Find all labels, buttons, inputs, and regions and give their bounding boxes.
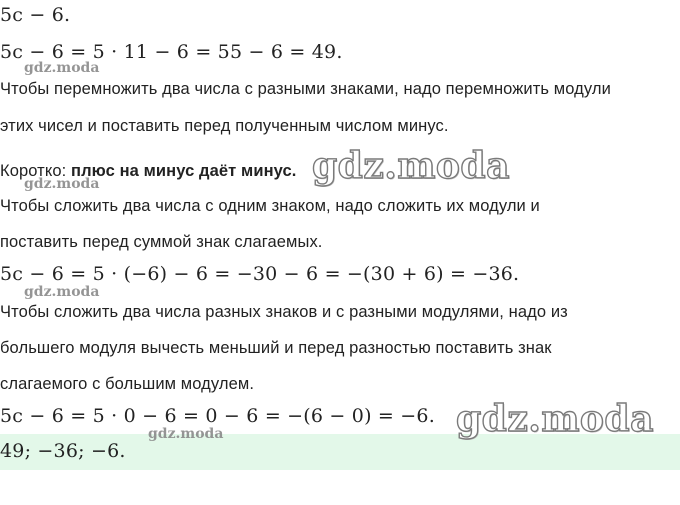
- rule-text-line: этих чисел и поставить перед полученным числом минус.: [0, 117, 449, 135]
- short-rule-bold: плюс на минус даёт минус.: [71, 162, 297, 180]
- watermark-large: gdz.moda: [456, 398, 654, 440]
- watermark-large: gdz.moda: [312, 145, 510, 187]
- rule-text-line: Чтобы перемножить два числа с разными знаками, надо перемножить модули: [0, 80, 611, 98]
- answer-line: 49; −36; −6.: [0, 440, 126, 462]
- rule-text-line: Чтобы сложить два числа разных знаков и с разными модулями, надо из: [0, 303, 568, 321]
- rule-text-line: слагаемого с большим модулем.: [0, 375, 255, 393]
- calculation-line-2: 5c − 6 = 5 · (−6) − 6 = −30 − 6 = −(30 + 6) = −36.: [0, 263, 520, 285]
- watermark-small: gdz.moda: [24, 176, 100, 192]
- calculation-line-3: 5c − 6 = 5 · 0 − 6 = 0 − 6 = −(6 − 0) = −6.: [0, 405, 435, 427]
- watermark-small: gdz.moda: [148, 426, 224, 442]
- watermark-small: gdz.moda: [24, 284, 100, 300]
- short-rule-prefix: Коротко:: [0, 162, 71, 180]
- rule-text-line: большего модуля вычесть меньший и перед разностью поставить знак: [0, 339, 552, 357]
- watermark-small: gdz.moda: [24, 60, 100, 76]
- calculation-line-1: 5c − 6 = 5 · 11 − 6 = 55 − 6 = 49.: [0, 41, 343, 63]
- expression-line: 5c − 6.: [0, 4, 71, 26]
- rule-text-line: Чтобы сложить два числа с одним знаком, надо сложить их модули и: [0, 197, 540, 215]
- rule-text-line: поставить перед суммой знак слагаемых.: [0, 233, 323, 251]
